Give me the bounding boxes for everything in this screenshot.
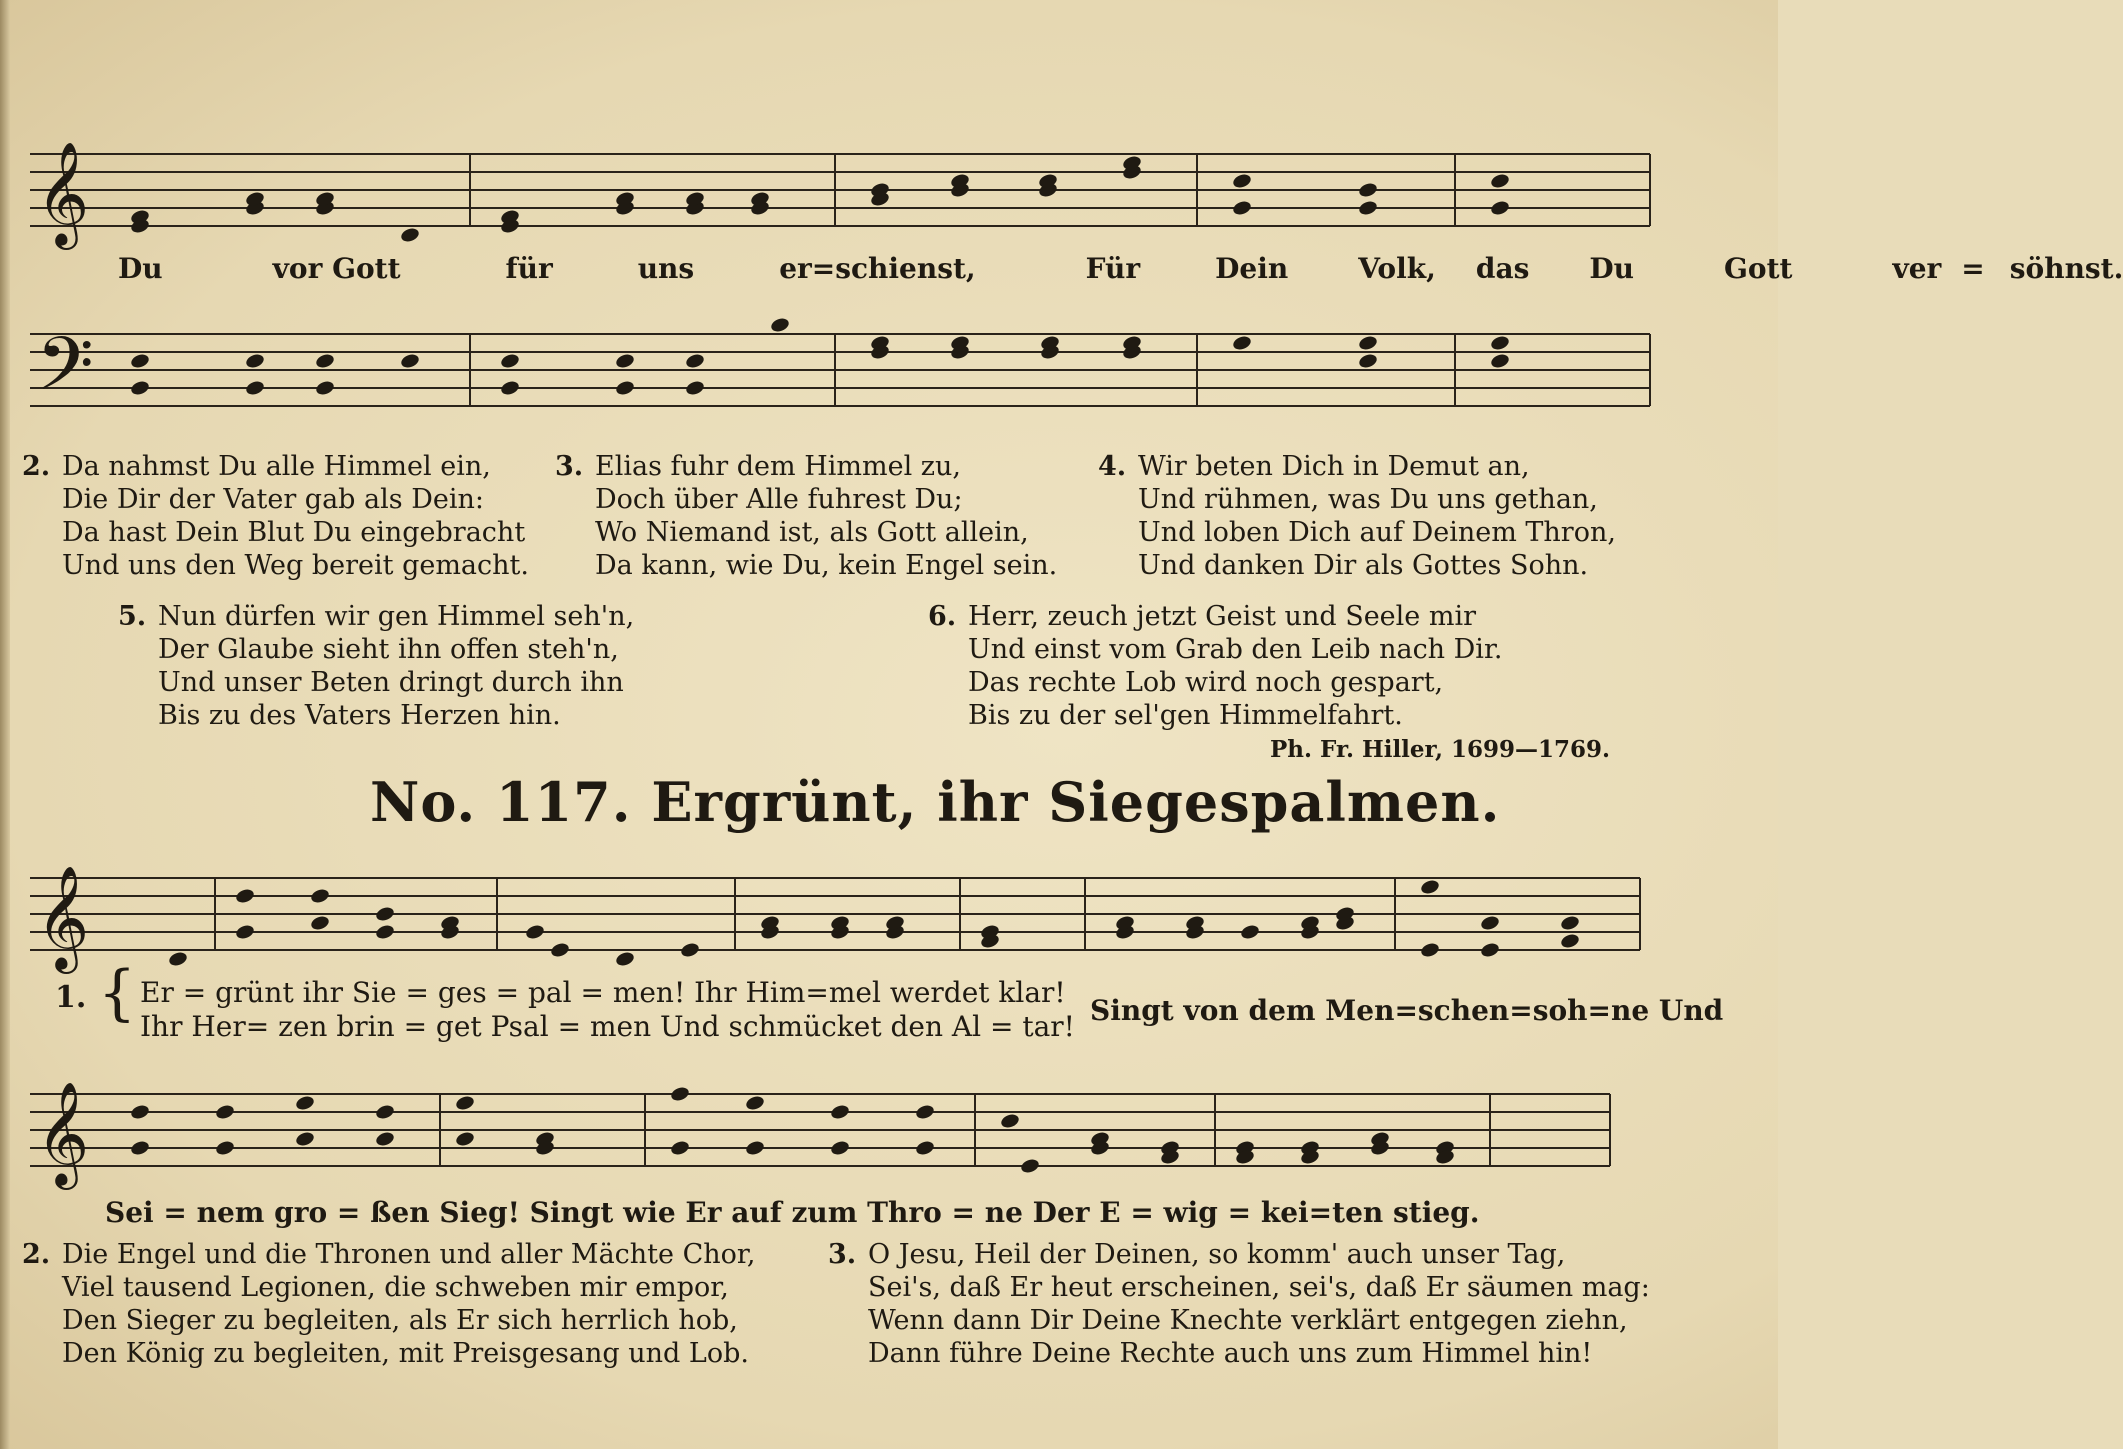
note-head	[214, 1139, 235, 1156]
note-head	[244, 352, 265, 369]
note-head	[549, 941, 570, 958]
note-head	[309, 914, 330, 931]
note-head	[1231, 199, 1252, 216]
lyric-word: vor Gott	[272, 252, 401, 285]
treble-staff-hymn116	[0, 140, 1778, 246]
lyric-word: das	[1475, 252, 1530, 285]
note-head	[399, 226, 420, 243]
hymn116-verse-6: 6. Herr, zeuch jetzt Geist und Seele mir Und einst vom Grab den Leib nach Dir. Das rechte Lob wird noch gespart, Bis zu der sel'gen Himmelfahrt.	[928, 601, 1503, 731]
note-head	[454, 1094, 475, 1111]
hymn117-verse1-line4: Sei = nem gro = ßen Sieg! Singt wie Er auf zum Thro = ne Der E = wig = kei=ten stieg.	[105, 1196, 1480, 1229]
lyric-word: er=schienst,	[779, 252, 976, 285]
note-head	[1231, 172, 1252, 189]
note-head	[684, 379, 705, 396]
note-head	[234, 887, 255, 904]
note-head	[1489, 172, 1510, 189]
note-head	[214, 1103, 235, 1120]
note-head	[1419, 941, 1440, 958]
note-head	[129, 1103, 150, 1120]
note-head	[829, 1139, 850, 1156]
note-head	[129, 379, 150, 396]
note-head	[1357, 334, 1378, 351]
note-head	[1489, 199, 1510, 216]
note-head	[499, 352, 520, 369]
note-head	[374, 905, 395, 922]
note-head	[294, 1130, 315, 1147]
treble-clef: 𝄞	[36, 141, 90, 246]
lyric-word: Du	[1589, 252, 1634, 285]
lyric-word: Dein	[1215, 252, 1289, 285]
hymn116-author: Ph. Fr. Hiller, 1699—1769.	[1270, 736, 1611, 763]
note-head	[684, 352, 705, 369]
note-head	[129, 1139, 150, 1156]
note-head	[1019, 1157, 1040, 1174]
treble-staff-hymn117-a	[0, 860, 1778, 980]
note-head	[524, 923, 545, 940]
note-head	[1489, 352, 1510, 369]
bass-clef: 𝄢	[36, 321, 94, 426]
hymn116-verse-2: 2. Da nahmst Du alle Himmel ein, Die Dir der Vater gab als Dein: Da hast Dein Blut Du eingebracht Und uns den Weg bereit gemacht.	[22, 451, 529, 581]
hymn116-lyric-line	[118, 252, 2123, 285]
note-head	[1357, 199, 1378, 216]
treble-staff-hymn117-b	[0, 1080, 1778, 1200]
note-head	[374, 923, 395, 940]
note-head	[614, 352, 635, 369]
note-head	[129, 352, 150, 369]
hymn116-verse-5: 5. Nun dürfen wir gen Himmel seh'n, Der Glaube sieht ihn offen steh'n, Und unser Beten dringt durch ihn Bis zu des Vaters Herzen hin.	[118, 601, 635, 731]
note-head	[614, 379, 635, 396]
note-head	[744, 1094, 765, 1111]
note-head	[669, 1139, 690, 1156]
brace-glyph: {	[98, 958, 137, 1028]
lyric-word: für	[505, 252, 553, 285]
hymn117-title: No. 117. Ergrünt, ihr Siegespalmen.	[370, 770, 1501, 834]
note-head	[454, 1130, 475, 1147]
note-head	[914, 1103, 935, 1120]
note-head	[374, 1130, 395, 1147]
note-head	[1231, 334, 1252, 351]
note-head	[614, 950, 635, 967]
note-head	[744, 1139, 765, 1156]
note-head	[294, 1094, 315, 1111]
hymn117-verse1-line2: Ihr Her= zen brin = get Psal = men Und schmücket den Al = tar!	[140, 1010, 1075, 1043]
note-head	[1559, 914, 1580, 931]
note-head	[1559, 932, 1580, 949]
lyric-word: Gott	[1723, 252, 1793, 285]
note-head	[669, 1085, 690, 1102]
bass-staff-hymn116	[0, 320, 1778, 426]
hymn116-verse-3: 3. Elias fuhr dem Himmel zu, Doch über Alle fuhrest Du; Wo Niemand ist, als Gott allein, Da kann, wie Du, kein Engel sein.	[555, 451, 1058, 581]
note-head	[499, 379, 520, 396]
note-head	[244, 379, 265, 396]
note-head	[374, 1103, 395, 1120]
hymn117-verse1-line3: Singt von dem Men=schen=soh=ne Und	[1090, 994, 1724, 1027]
note-head	[1489, 334, 1510, 351]
note-head	[999, 1112, 1020, 1129]
treble-clef: 𝄞	[36, 1081, 90, 1186]
lyric-word: uns	[637, 252, 695, 285]
treble-clef: 𝄞	[36, 865, 90, 970]
hymn117-verse1-line1: Er = grünt ihr Sie = ges = pal = men! Ihr Him=mel werdet klar!	[140, 976, 1066, 1009]
hymn117-verse1-num: 1.	[55, 980, 87, 1015]
lyric-word: ver	[1892, 252, 1942, 285]
note-head	[914, 1139, 935, 1156]
hymn117-verse-2: 2. Die Engel und die Thronen und aller Mächte Chor, Viel tausend Legionen, die schweben mir empor, Den Sieger zu begleiten, als Er sich herrlich hob, Den König zu begleiten, mit Preisgesang und Lob.	[22, 1239, 756, 1369]
note-head	[167, 950, 188, 967]
lyric-word: Volk,	[1358, 252, 1436, 285]
note-head	[679, 941, 700, 958]
note-head	[1479, 914, 1500, 931]
hymn117-verse-3: 3. O Jesu, Heil der Deinen, so komm' auch unser Tag, Sei's, daß Er heut erscheinen, sei's, daß Er säumen mag: Wenn dann Dir Deine Knechte verklärt entgegen ziehn, Dann führe Deine Rechte auch uns zum Himmel hin!	[828, 1239, 1650, 1369]
note-head	[1419, 878, 1440, 895]
hymn116-verse-4: 4. Wir beten Dich in Demut an, Und rühmen, was Du uns gethan, Und loben Dich auf Deinem Thron, Und danken Dir als Gottes Sohn.	[1098, 451, 1616, 581]
note-head	[234, 923, 255, 940]
note-head	[829, 1103, 850, 1120]
lyric-word: Du	[118, 252, 163, 285]
lyric-word: Für	[1085, 252, 1141, 285]
note-head	[769, 316, 790, 333]
lyric-word: =	[1961, 252, 1985, 285]
lyric-word: söhnst.	[2009, 252, 2123, 285]
note-head	[1239, 923, 1260, 940]
note-head	[309, 887, 330, 904]
note-head	[1357, 181, 1378, 198]
note-head	[314, 379, 335, 396]
note-head	[1479, 941, 1500, 958]
note-head	[399, 352, 420, 369]
note-head	[314, 352, 335, 369]
note-head	[1357, 352, 1378, 369]
